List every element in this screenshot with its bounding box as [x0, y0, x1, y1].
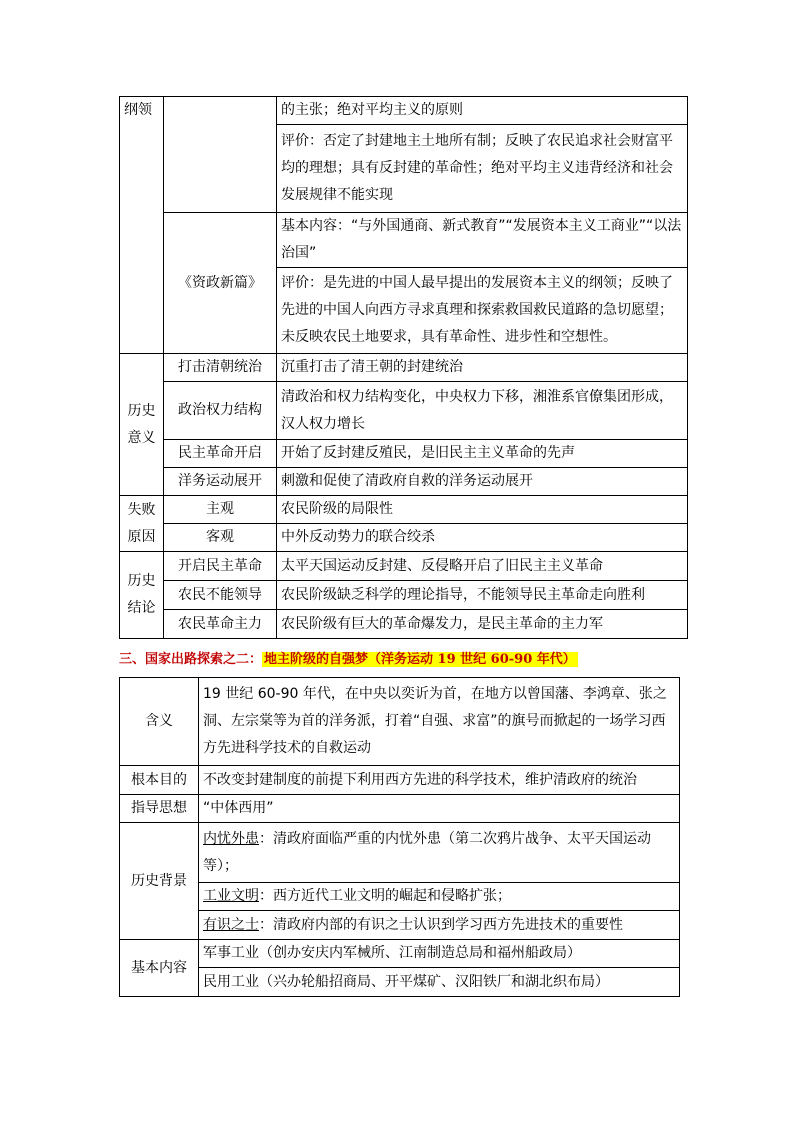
goal-label: 根本目的 [120, 766, 199, 795]
tianchao-content: 的主张；绝对平均主义的原则 [277, 97, 688, 125]
background-item [199, 911, 680, 940]
content-item: 民用工业（兴办轮船招商局、开平煤矿、汉阳铁厂和湖北织布局） [199, 968, 680, 997]
background-key: 有识之士 [203, 916, 259, 933]
content-item: 军事工业（创办安庆内军械所、江南制造总局和福州船政局） [199, 940, 680, 968]
background-key: 内忧外患 [203, 830, 259, 847]
background-key: 工业文明 [203, 888, 259, 904]
significance-key: 民主革命开启 [164, 440, 277, 468]
section-heading [119, 651, 578, 669]
tianchao-cell [164, 97, 277, 213]
significance-label: 历史意义 [120, 354, 164, 496]
meaning-label: 含义 [120, 678, 199, 766]
failure-key: 主观 [164, 496, 277, 524]
background-item [199, 823, 680, 883]
tianchao-evaluation: 评价：否定了封建地主土地所有制；反映了农民追求社会财富平均的理想；具有反封建的革命性；绝对平均主义违背经济和社会发展规律不能实现 [277, 125, 688, 213]
conclusion-value: 太平天国运动反封建、反侵略开启了旧民主主义革命 [277, 552, 688, 581]
background-label: 历史背景 [120, 823, 199, 940]
background-text: ：西方近代工业文明的崛起和侵略扩张； [259, 888, 511, 904]
conclusion-key: 农民革命主力 [164, 610, 277, 639]
zizheng-evaluation: 评价：是先进的中国人最早提出的发展资本主义的纲领；反映了先进的中国人向西方寻求真理和探索救国救民道路的急切愿望；未反映农民土地要求，具有革命性、进步性和空想性。 [277, 268, 688, 354]
westernization-table [119, 677, 680, 997]
failure-label: 失败原因 [120, 496, 164, 552]
heading-part2: 地主阶级的自强梦（洋务运动 19 世纪 60-90 年代） [264, 652, 576, 667]
program-label: 纲领 [120, 97, 164, 354]
background-text: ：清政府面临严重的内忧外患（第二次鸦片战争、太平天国运动等）； [203, 830, 651, 874]
guide-value: “中体西用” [199, 795, 680, 823]
conclusion-key: 农民不能领导 [164, 581, 277, 610]
significance-key: 政治权力结构 [164, 382, 277, 440]
significance-value: 开始了反封建反殖民，是旧民主主义革命的先声 [277, 440, 688, 468]
significance-key: 洋务运动展开 [164, 468, 277, 496]
zizheng-title: 《资政新篇》 [164, 213, 277, 354]
content-label: 基本内容 [120, 940, 199, 997]
background-text: ：清政府内部的有识之士认识到学习西方先进技术的重要性 [259, 916, 623, 933]
failure-value: 中外反动势力的联合绞杀 [277, 524, 688, 552]
background-item [199, 883, 680, 911]
meaning-value: 19 世纪 60-90 年代，在中央以奕䜣为首，在地方以曾国藩、李鸿章、张之洞、左宗棠等为首的洋务派，打着“自强、求富”的旗号而掀起的一场学习西方先进科学技术的自救运动 [199, 678, 680, 766]
conclusion-label: 历史结论 [120, 552, 164, 639]
significance-key: 打击清朝统治 [164, 354, 277, 382]
significance-value: 刺激和促使了清政府自救的洋务运动展开 [277, 468, 688, 496]
significance-value: 清政治和权力结构变化，中央权力下移，湘淮系官僚集团形成，汉人权力增长 [277, 382, 688, 440]
failure-value: 农民阶级的局限性 [277, 496, 688, 524]
conclusion-value: 农民阶级有巨大的革命爆发力，是民主革命的主力军 [277, 610, 688, 639]
conclusion-value: 农民阶级缺乏科学的理论指导，不能领导民主革命走向胜利 [277, 581, 688, 610]
conclusion-key: 开启民主革命 [164, 552, 277, 581]
zizheng-content: 基本内容：“与外国通商、新式教育”“发展资本主义工商业”“以法治国” [277, 213, 688, 268]
failure-key: 客观 [164, 524, 277, 552]
taiping-table [119, 96, 688, 639]
significance-value: 沉重打击了清王朝的封建统治 [277, 354, 688, 382]
guide-label: 指导思想 [120, 795, 199, 823]
heading-part1: 三、国家出路探索之二： [119, 652, 263, 667]
goal-value: 不改变封建制度的前提下利用西方先进的科学技术，维护清政府的统治 [199, 766, 680, 795]
